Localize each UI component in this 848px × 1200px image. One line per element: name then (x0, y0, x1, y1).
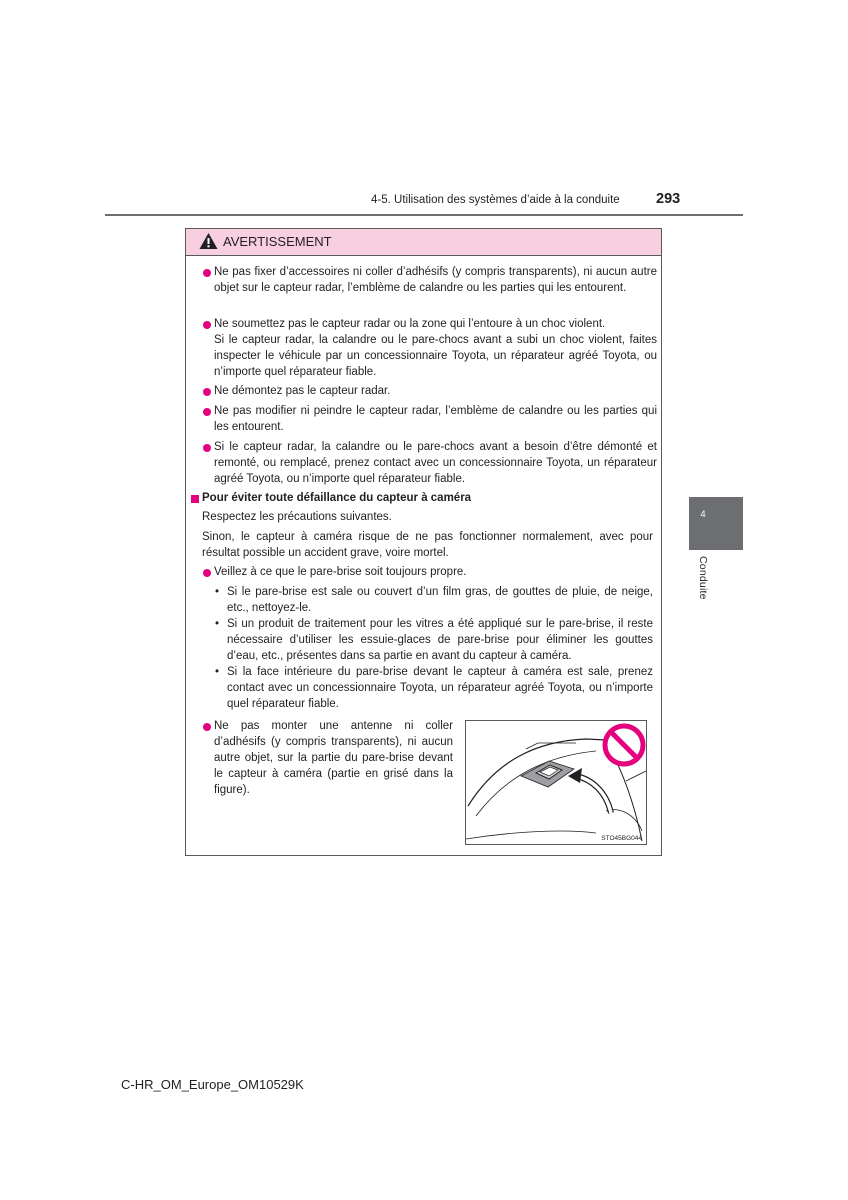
bullet-dot (203, 408, 211, 416)
page-number: 293 (656, 191, 681, 207)
chapter-number: 4 (700, 509, 706, 520)
figure-code: STO45BG044 (601, 835, 642, 842)
subsection-intro: Respectez les précautions suivantes. (202, 511, 392, 523)
bullet-dot (203, 321, 211, 329)
sub-bullet: • (215, 666, 220, 678)
warning-item: Ne soumettez pas le capteur radar ou la zone qui l’entoure à un choc violent. (214, 318, 606, 330)
warning-item: Ne pas fixer d’accessoires ni coller d’adhésifs (y compris transparents), ni aucun autre objet sur le capteur radar, l’emblème de calandre ou les parties qui les entourent. (214, 266, 657, 294)
section-header: 4-5. Utilisation des systèmes d’aide à la conduite (371, 194, 620, 206)
bullet-dot (203, 569, 211, 577)
warning-item: Ne démontez pas le capteur radar. (214, 385, 391, 397)
bullet-dot (203, 723, 211, 731)
header-divider (105, 214, 743, 216)
camera-sub-item: Si la face intérieure du pare-brise devant le capteur à caméra est sale, prenez contact avec un concessionnaire Toyota, un réparateur agréé Toyota, ou n’importe quel réparateur fiable. (227, 666, 653, 710)
bullet-dot (203, 444, 211, 452)
camera-item: Ne pas monter une antenne ni coller d’adhésifs (y compris transparents), ni aucun autre objet, sur la partie du pare-brise devant le capteur à caméra (partie en grisé dans la figure). (214, 720, 453, 796)
camera-item: Veillez à ce que le pare-brise soit toujours propre. (214, 566, 467, 578)
warning-item: Ne pas modifier ni peindre le capteur radar, l’emblème de calandre ou les parties qui les entourent. (214, 405, 657, 433)
footer-code: C-HR_OM_Europe_OM10529K (121, 1077, 304, 1092)
warning-content (186, 229, 661, 855)
bullet-dot (203, 388, 211, 396)
bullet-dot (203, 269, 211, 277)
section-square-marker (191, 495, 199, 503)
windshield-illustration (466, 721, 647, 845)
subsection-title: Pour éviter toute défaillance du capteur à caméra (202, 492, 472, 504)
chapter-tab (689, 497, 743, 550)
windshield-figure (465, 720, 647, 845)
warning-title: AVERTISSEMENT (223, 234, 332, 249)
subsection-consequence: Sinon, le capteur à caméra risque de ne pas fonctionner normalement, avec pour résultat possible un accident grave, voire mortel. (202, 531, 653, 559)
warning-item: Si le capteur radar, la calandre ou le pare-chocs avant a besoin d’être démonté et remonté, ou remplacé, prenez contact avec un concessionnaire Toyota, un réparateur agréé Toyota, ou n’importe quel réparateur fiable. (214, 441, 657, 485)
sub-bullet: • (215, 618, 220, 630)
warning-item-continuation: Si le capteur radar, la calandre ou le pare-chocs avant a subi un choc violent, faites inspecter le véhicule par un concessionnaire Toyota, un réparateur agréé Toyota, ou n’importe quel réparateur fiable. (214, 334, 657, 378)
camera-sub-item: Si un produit de traitement pour les vitres a été appliqué sur le pare-brise, il reste nécessaire d’utiliser les essuie-glaces de pare-brise pour éliminer les gouttes d’eau, etc., présentes dans sa partie en avant du capteur à caméra. (227, 618, 653, 662)
camera-sub-item: Si le pare-brise est sale ou couvert d’un film gras, de gouttes de pluie, de neige, etc., nettoyez-le. (227, 586, 653, 614)
chapter-label: Conduite (697, 556, 709, 600)
warning-box (185, 228, 662, 856)
prohibition-icon (605, 726, 643, 764)
sub-bullet: • (215, 586, 220, 598)
